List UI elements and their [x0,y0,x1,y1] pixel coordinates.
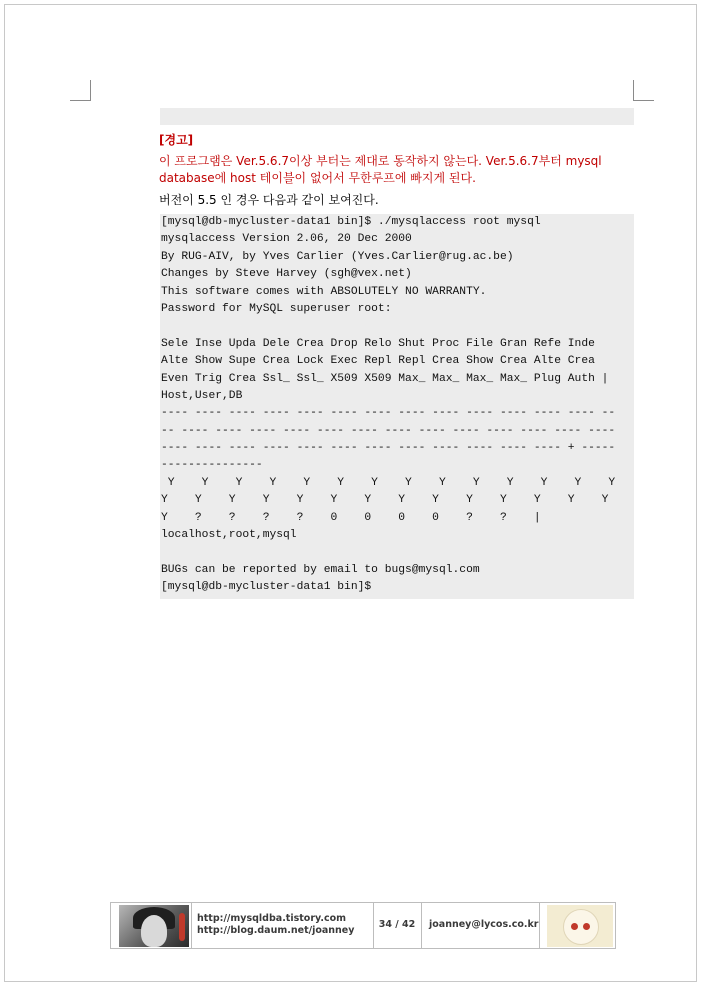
code-line: Sele Inse Upda Dele Crea Drop Relo Shut Proc File Gran Refe Inde [161,337,595,350]
code-line: Y ? ? ? ? 0 0 0 0 ? ? | [161,511,541,524]
crop-mark-top-left-h [70,100,91,101]
author-avatar-left [119,905,189,947]
code-line: BUGs can be reported by email to bugs@mysql.com [161,563,480,576]
blog-link-tistory[interactable]: http://mysqldba.tistory.com [197,913,346,924]
code-line: mysqlaccess Version 2.06, 20 Dec 2000 [161,233,412,246]
crop-mark-top-right [633,80,634,100]
code-line: This software comes with ABSOLUTELY NO WARRANTY. [161,285,487,298]
code-line: localhost,root,mysql [161,529,297,542]
code-line: ---- ---- ---- ---- ---- ---- ---- ---- ---- ---- ---- ---- + ----- [161,442,616,455]
code-line [161,544,634,561]
code-line: Password for MySQL superuser root: [161,302,392,315]
warning-text: 이 프로그램은 Ver.5.6.7이상 부터는 제대로 동작하지 않는다. Ver.5.6.7부터 mysql database에 host 테이블이 없어서 무한루프에 빠지게 된다. [159,154,602,185]
code-line [161,318,634,335]
code-line: Y Y Y Y Y Y Y Y Y Y Y Y Y Y [161,494,609,507]
code-line: Host,User,DB [161,389,243,402]
footer-links [197,913,354,958]
code-block-main [160,214,634,599]
code-line: [mysql@db-mycluster-data1 bin]$ ./mysqlaccess root mysql [161,216,541,228]
blog-link-daum[interactable]: http://blog.daum.net/joanney [197,924,355,936]
code-line: --------------- [161,459,263,472]
code-line: [mysql@db-mycluster-data1 bin]$ [161,581,372,594]
code-line: By RUG-AIV, by Yves Carlier (Yves.Carlier@rug.ac.be) [161,250,514,263]
code-line: Changes by Steve Harvey (sgh@vex.net) [161,268,412,281]
warning-title: [경고] [159,133,194,147]
code-line: Y Y Y Y Y Y Y Y Y Y Y Y Y Y [161,476,616,489]
code-line: Even Trig Crea Ssl_ Ssl_ X509 X509 Max_ Max_ Max_ Max_ Plug Auth | [161,372,609,385]
body-paragraph: 버전이 5.5 인 경우 다음과 같이 보여진다. [159,193,379,207]
crop-mark-top-left [90,80,91,100]
page-footer [110,902,616,949]
page-number: 34 / 42 [378,919,416,930]
crop-mark-top-right-h [633,100,654,101]
code-line: Alte Show Supe Crea Lock Exec Repl Repl Crea Show Crea Alte Crea [161,355,595,368]
code-line: ---- ---- ---- ---- ---- ---- ---- ---- ---- ---- ---- ---- ---- -- [161,407,616,420]
code-block-top [160,108,634,125]
code-line: -- ---- ---- ---- ---- ---- ---- ---- ---- ---- ---- ---- ---- ---- [161,424,616,437]
author-avatar-right [547,905,613,947]
author-email: joanney@lycos.co.kr [429,919,539,930]
